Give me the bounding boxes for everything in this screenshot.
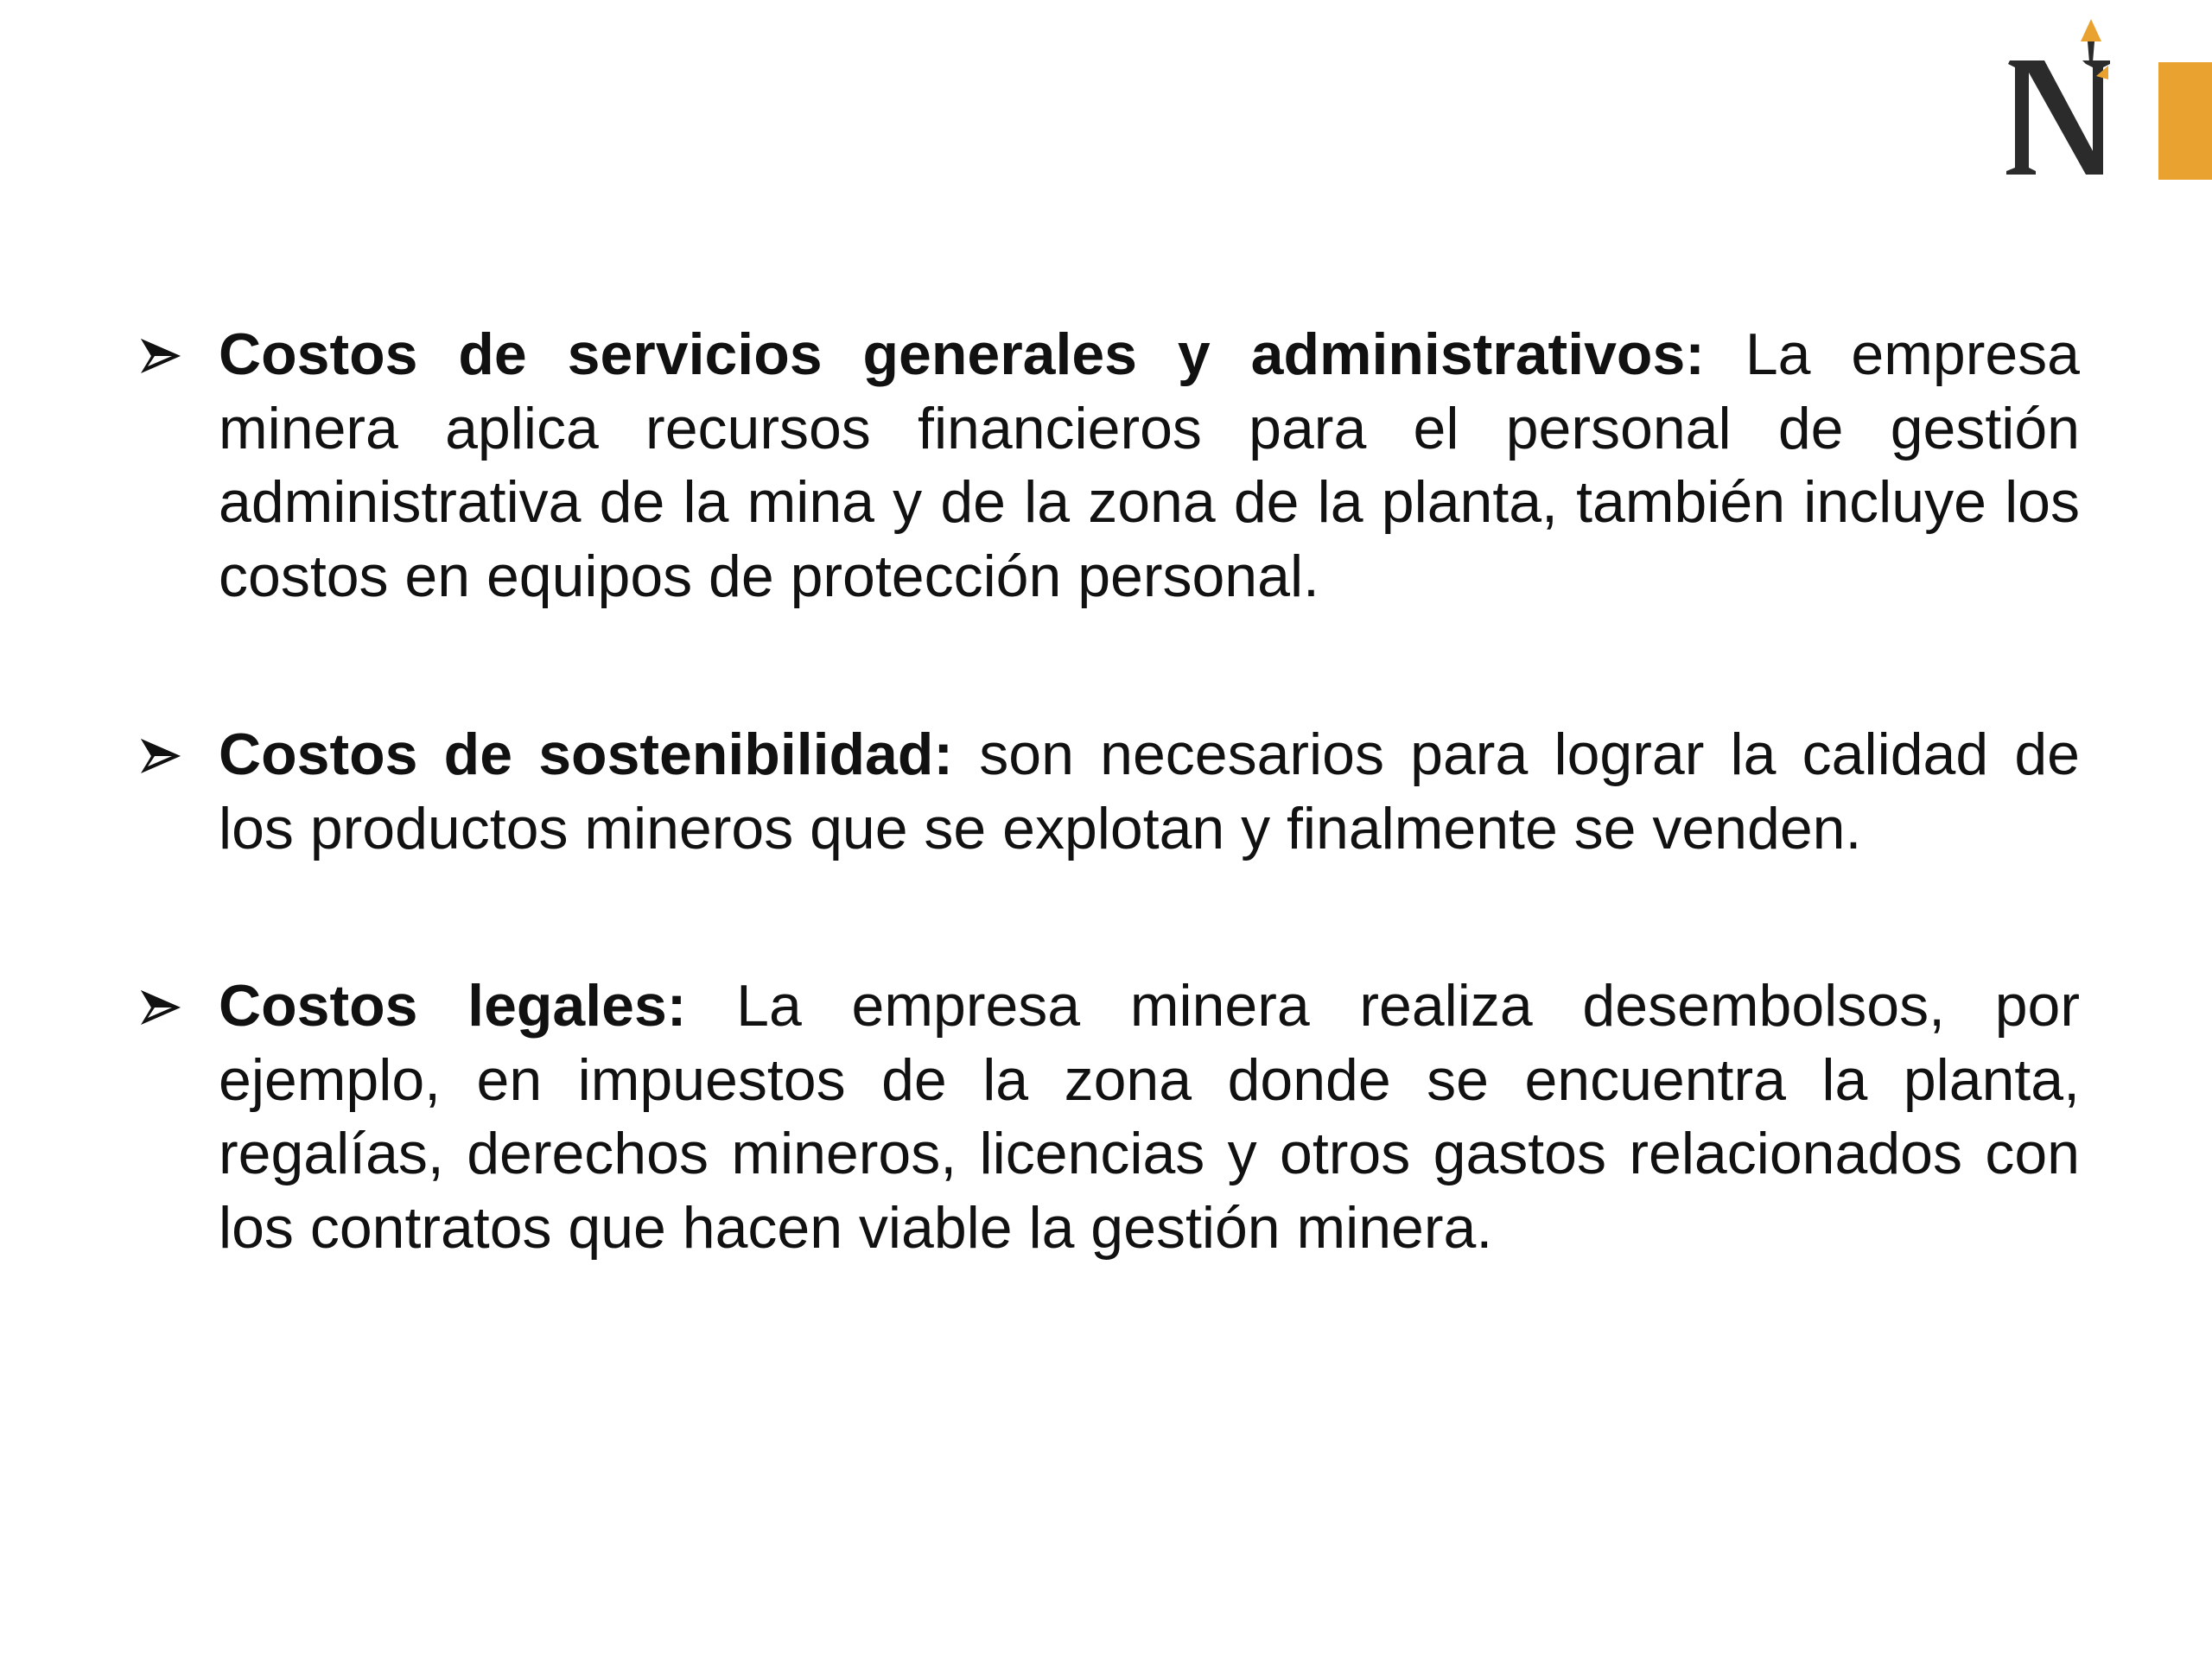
arrowhead-bullet-icon <box>139 337 182 375</box>
bullet-item <box>134 718 2080 866</box>
bullet-text: son necesarios para lograr la calidad de los productos mineros que se explotan y finalmente se venden. <box>219 721 2081 861</box>
accent-bar <box>2158 62 2212 180</box>
bullet-item <box>134 969 2080 1265</box>
bullet-text: La empresa minera aplica recursos financieros para el personal de gestión administrativa de la mina y de la zona de la planta, también incluye los costos en equipos de protección personal. <box>219 321 2080 609</box>
bullet-term: Costos de sostenibilidad: <box>219 721 954 787</box>
arrowhead-bullet-icon <box>139 988 182 1027</box>
bullet-item <box>134 318 2080 613</box>
bullet-term: Costos de servicios generales y administrativos: <box>219 321 1705 387</box>
university-logo-icon <box>2003 16 2124 181</box>
bullet-text: La empresa minera realiza desembolsos, por ejemplo, en impuestos de la zona donde se encuentra la planta, regalías, derechos mineros, licencias y otros gastos relacionados con los contratos que hacen viable la gestión minera. <box>219 973 2080 1261</box>
slide-content <box>134 318 2080 1265</box>
arrowhead-bullet-icon <box>139 737 182 775</box>
bullet-term: Costos legales: <box>219 973 687 1039</box>
